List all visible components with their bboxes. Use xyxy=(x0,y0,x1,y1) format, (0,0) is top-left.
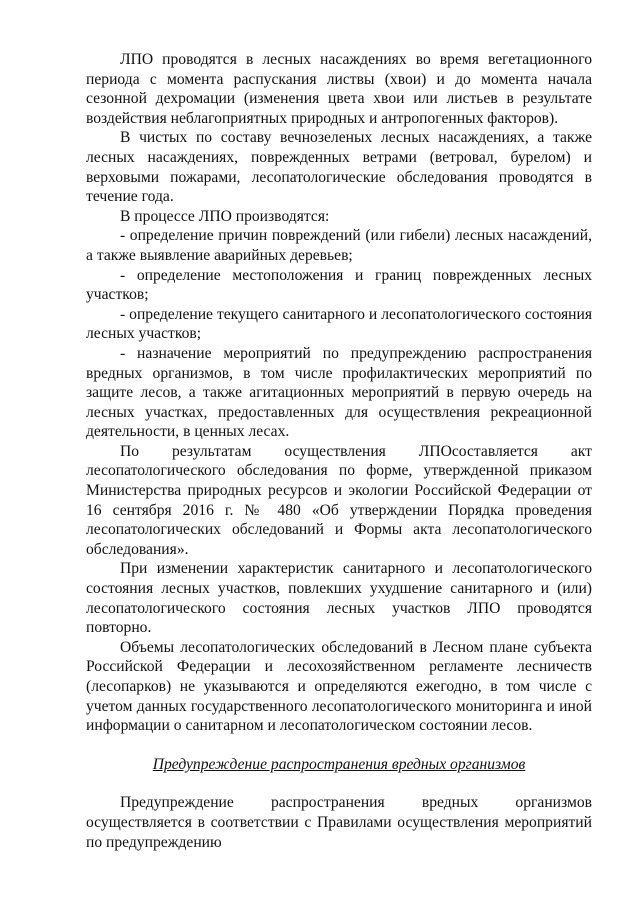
paragraph-prevention: Предупреждение распространения вредных организмов осуществляется в соответствии с Правилами осуществления мероприятий по предупреждению xyxy=(86,794,592,851)
document-page xyxy=(86,50,592,852)
paragraph-repeat: При изменении характеристик санитарного и лесопатологического состояния лесных участков, повлекших ухудшение санитарного и (или) лесопатологического состояния лесных участков ЛПО проводятся повторно. xyxy=(86,560,592,637)
paragraph-process-intro: В процессе ЛПО производятся: xyxy=(120,207,330,225)
list-item-condition: - определение текущего санитарного и лесопатологического состояния лесных участков; xyxy=(86,305,592,343)
paragraph-evergreen: В чистых по составу вечнозеленых лесных насаждениях, а также лесных насаждениях, поврежденных ветрами (ветровал, бурелом) и верховыми пожарами, лесопатологические обследования проводятся в течение года. xyxy=(86,129,592,206)
list-item-causes: - определение причин повреждений (или гибели) лесных насаждений, а также выявление аварийных деревьев; xyxy=(86,227,592,264)
list-item-location: - определение местоположения и границ поврежденных лесных участков; xyxy=(86,266,592,304)
paragraph-act: По результатам осуществления ЛПОсоставляется акт лесопатологического обследования по форме, утвержденной приказом Министерства природных ресурсов и экологии Российской Федерации от 16 сентября 2016 г. № 480 «Об утверждении Порядка проведения лесопатологических обследований и Формы акта лесопатологического обследования». xyxy=(86,442,592,558)
paragraph-lpo-period: ЛПО проводятся в лесных насаждениях во время вегетационного периода с момента распускания листвы (хвои) и до момента начала сезонной дехромации (изменения цвета хвои или листьев в результате воздействия неблагоприятных природных и антропогенных факторов). xyxy=(86,51,592,127)
paragraph-volumes: Объемы лесопатологических обследований в Лесном плане субъекта Российской Федерации и лесохозяйственном регламенте лесничеств (лесопарков) не указываются и определяются ежегодно, в том числе с учетом данных государственного лесопатологического мониторинга и иной информации о санитарном и лесопатологическом состоянии лесов. xyxy=(86,638,592,735)
section-heading: Предупреждение распространения вредных организмов xyxy=(152,755,526,773)
list-item-measures: - назначение мероприятий по предупреждению распространения вредных организмов, в том числе профилактических мероприятий по защите лесов, а также агитационных мероприятий в первую очередь на лесных участках, предоставленных для осуществления рекреационной деятельности, в ценных лесах. xyxy=(86,344,592,441)
